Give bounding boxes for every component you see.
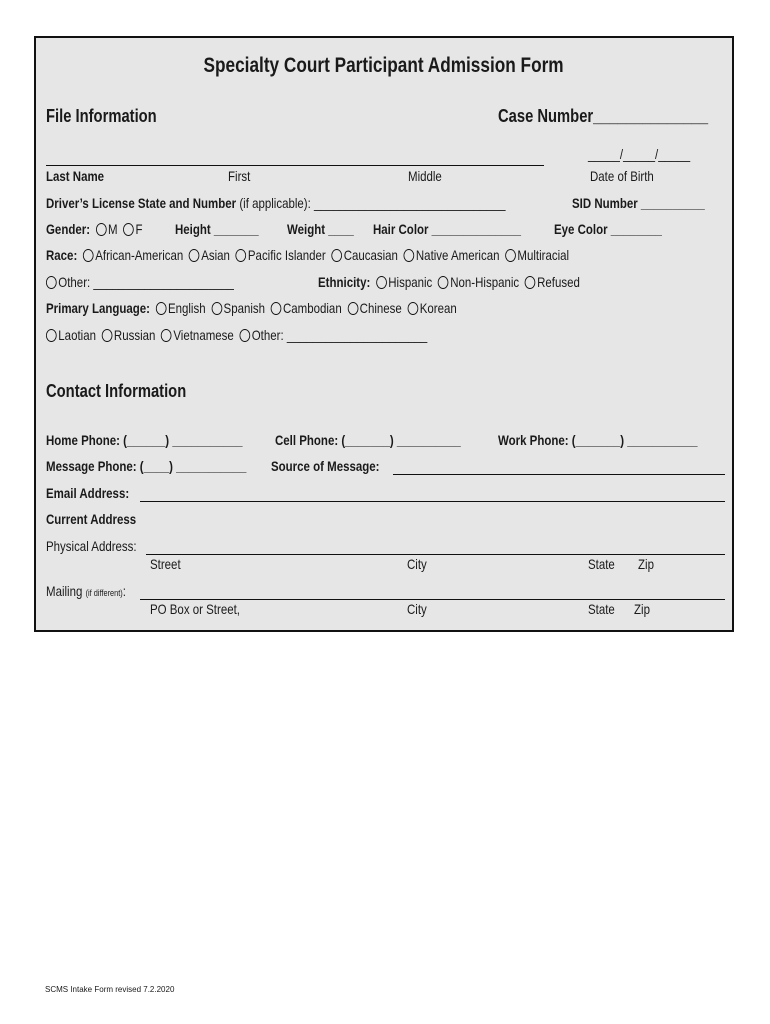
name-line[interactable] — [46, 165, 544, 166]
race-other-radio[interactable] — [46, 276, 57, 289]
street-label: Street — [150, 556, 181, 572]
ethnicity-hispanic-radio[interactable] — [376, 276, 387, 289]
first-name-label: First — [228, 168, 251, 184]
city-label: City — [407, 556, 427, 572]
file-information-heading: File Information — [46, 106, 157, 126]
last-name-label: Last Name — [46, 168, 105, 184]
work-phone-field[interactable]: Work Phone: (_______) ___________ — [498, 432, 698, 448]
cell-phone-field[interactable]: Cell Phone: (_______) __________ — [275, 432, 461, 448]
race-african-american-radio[interactable] — [83, 249, 94, 262]
dob-label: Date of Birth — [590, 168, 654, 184]
message-phone-field[interactable]: Message Phone: (____) ___________ — [46, 458, 247, 474]
po-box-label: PO Box or Street, — [150, 601, 240, 617]
weight-field[interactable]: Weight ____ — [287, 221, 354, 237]
physical-address-line[interactable] — [146, 554, 725, 555]
admission-form — [34, 36, 734, 632]
date-of-birth-field[interactable]: _____/_____/_____ — [588, 146, 691, 162]
form-title: Specialty Court Participant Admission Form — [203, 54, 565, 77]
language-vietnamese-radio[interactable] — [161, 329, 172, 342]
language-korean-radio[interactable] — [407, 302, 418, 315]
language-laotian-radio[interactable] — [46, 329, 57, 342]
race-other-field[interactable]: Other: ______________________ — [58, 274, 234, 290]
middle-name-label: Middle — [408, 168, 442, 184]
current-address-label: Current Address — [46, 511, 137, 527]
race-native-american-radio[interactable] — [404, 249, 415, 262]
sid-number-field[interactable]: SID Number __________ — [572, 195, 705, 211]
race-asian-radio[interactable] — [189, 249, 200, 262]
language-row-2: Laotian Russian Vietnamese Other: ______________________ — [46, 327, 511, 343]
source-of-message-label: Source of Message: — [271, 458, 380, 474]
race-multiracial-radio[interactable] — [505, 249, 516, 262]
email-line[interactable] — [140, 501, 725, 502]
contact-information-heading: Contact Information — [46, 381, 187, 401]
state-label: State — [588, 556, 615, 572]
mailing-zip-label: Zip — [634, 601, 650, 617]
eye-color-field[interactable]: Eye Color ________ — [554, 221, 662, 237]
language-chinese-radio[interactable] — [347, 302, 358, 315]
language-english-radio[interactable] — [156, 302, 167, 315]
language-other-radio[interactable] — [239, 329, 250, 342]
mailing-address-line[interactable] — [140, 599, 725, 600]
ethnicity-row: Ethnicity: Hispanic Non-Hispanic Refused — [318, 274, 580, 290]
height-field[interactable]: Height _______ — [175, 221, 259, 237]
mailing-address-label: Mailing (if different): — [46, 583, 126, 599]
footer-revision-note: SCMS Intake Form revised 7.2.2020 — [45, 985, 175, 994]
home-phone-field[interactable]: Home Phone: (______) ___________ — [46, 432, 243, 448]
gender-row: Gender: M F — [46, 221, 143, 237]
language-other-field[interactable]: Other: ______________________ — [251, 327, 428, 343]
language-spanish-radio[interactable] — [211, 302, 222, 315]
race-pacific-islander-radio[interactable] — [236, 249, 247, 262]
race-caucasian-radio[interactable] — [331, 249, 342, 262]
case-number-field[interactable]: Case Number______________ — [498, 106, 709, 126]
ethnicity-non-hispanic-radio[interactable] — [438, 276, 449, 289]
mailing-state-label: State — [588, 601, 615, 617]
mailing-city-label: City — [407, 601, 427, 617]
ethnicity-refused-radio[interactable] — [525, 276, 536, 289]
race-row: Race: African-American Asian Pacific Islander Caucasian Native American Multiracial — [46, 247, 570, 263]
physical-address-label: Physical Address: — [46, 538, 137, 554]
race-other-row — [46, 274, 275, 290]
language-row: Primary Language: English Spanish Cambodian Chinese Korean — [46, 300, 457, 316]
source-of-message-line[interactable] — [393, 474, 725, 475]
email-label: Email Address: — [46, 485, 130, 501]
language-cambodian-radio[interactable] — [271, 302, 282, 315]
drivers-license-field[interactable]: Driver’s License State and Number (if applicable): ______________________________ — [46, 195, 506, 211]
language-russian-radio[interactable] — [102, 329, 113, 342]
hair-color-field[interactable]: Hair Color ______________ — [373, 221, 522, 237]
gender-f-radio[interactable] — [123, 223, 134, 236]
zip-label: Zip — [638, 556, 654, 572]
gender-m-radio[interactable] — [96, 223, 107, 236]
